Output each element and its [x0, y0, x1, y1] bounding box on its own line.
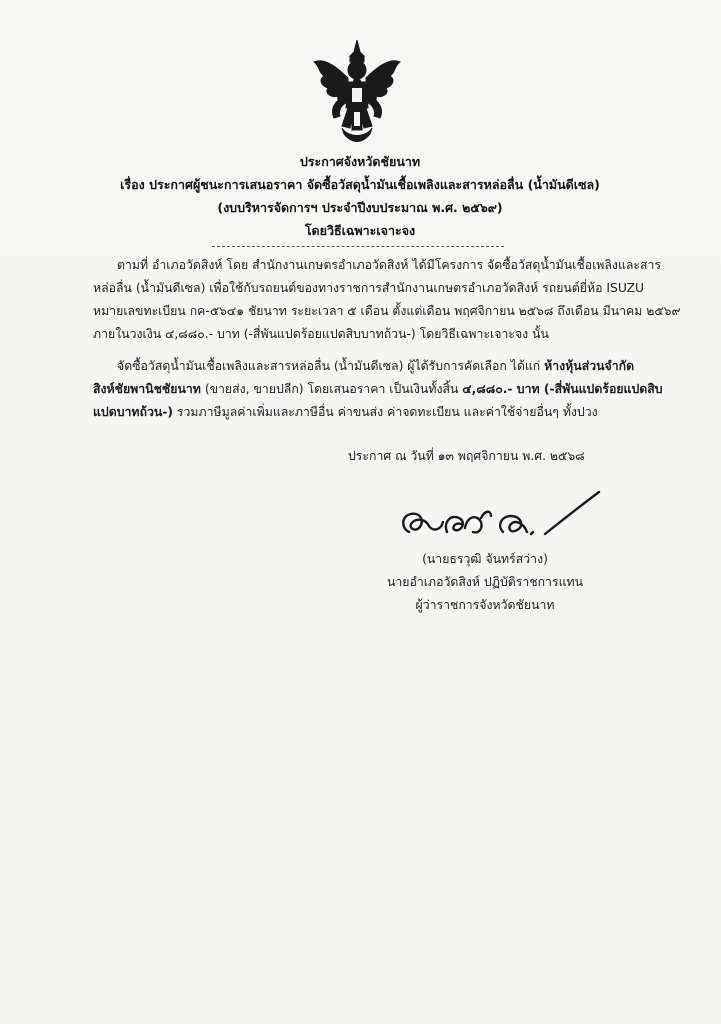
- paragraph-line: หล่อลื่น (น้ำมันดีเซล) เพื่อใช้กับรถยนต์ของทางราชการสำนักงานเกษตรอำเภอวัดสิงห์ รถยนต์ยี่ห้อ ISUZU: [93, 281, 645, 295]
- paragraph-line: [93, 378, 663, 401]
- announcement-title: ประกาศจังหวัดชัยนาท: [299, 154, 421, 169]
- paragraph-project-details: [93, 254, 681, 346]
- announcement-subject: เรื่อง ประกาศผู้ชนะการเสนอราคา จัดซื้อวัสดุน้ำมันเชื้อเพลิงและสารหล่อลื่น (น้ำมันดีเซล): [120, 177, 600, 192]
- announcement-header: [80, 150, 640, 242]
- paragraph-line: [93, 401, 623, 424]
- paragraph-line: [93, 355, 635, 378]
- announce-date: ประกาศ ณ วันที่ ๑๓ พฤศจิกายน พ.ศ. ๒๕๖๘: [348, 449, 585, 463]
- paragraph-winner-details: [93, 355, 663, 424]
- handwritten-signature-icon: [395, 488, 605, 548]
- signatory-name: (นายธรวุฒิ จันทร์สว่าง): [422, 552, 548, 566]
- paragraph-line: หมายเลขทะเบียน กค-๕๖๔๑ ชัยนาท ระยะเวลา ๕ เดือน ตั้งแต่เดือน พฤศจิกายน ๒๕๖๘ ถึงเดือน มีนาคม ๒๕๖๙: [93, 304, 681, 318]
- offer-amount-part1: ๔,๘๘๐.- บาท (-สี่พันแปดร้อยแปดสิบ: [462, 382, 663, 396]
- paragraph-line: ตามที่ อำเภอวัดสิงห์ โดย สำนักงานเกษตรอำเภอวัดสิงห์ ได้มีโครงการ จัดซื้อวัสดุน้ำมันเชื้อเพลิงและสาร: [117, 258, 662, 272]
- signatory-authority: ผู้ว่าราชการจังหวัดชัยนาท: [415, 598, 555, 612]
- garuda-emblem-icon: [312, 38, 402, 144]
- vendor-name-part2: สิงห์ชัยพานิชชัยนาท: [93, 382, 201, 396]
- winner-intro: จัดซื้อวัสดุน้ำมันเชื้อเพลิงและสารหล่อลื่น (น้ำมันดีเซล) ผู้ได้รับการคัดเลือก ได้แก่: [117, 359, 545, 373]
- procurement-method: โดยวิธีเฉพาะเจาะจง: [304, 223, 416, 238]
- dashed-divider: [212, 246, 504, 247]
- vendor-name-part1: ห้างหุ้นส่วนจำกัด: [544, 359, 635, 373]
- signatory-block: [380, 548, 590, 617]
- signatory-position: นายอำเภอวัดสิงห์ ปฏิบัติราชการแทน: [386, 575, 584, 589]
- paragraph-line: ภายในวงเงิน ๔,๘๘๐.- บาท (-สี่พันแปดร้อยแปดสิบบาทถ้วน-) โดยวิธีเฉพาะเจาะจง นั้น: [93, 327, 549, 341]
- tax-inclusion-text: รวมภาษีมูลค่าเพิ่มและภาษีอื่น ค่าขนส่ง ค่าจดทะเบียน และค่าใช้จ่ายอื่นๆ ทั้งปวง: [173, 405, 598, 419]
- offer-amount-part2: แปดบาทถ้วน-): [93, 405, 174, 419]
- offer-text: (ขายส่ง, ขายปลีก) โดยเสนอราคา เป็นเงินทั้งสิ้น: [200, 382, 463, 396]
- budget-line: (งบบริหารจัดการฯ ประจำปีงบประมาณ พ.ศ. ๒๕๖๙): [217, 200, 503, 215]
